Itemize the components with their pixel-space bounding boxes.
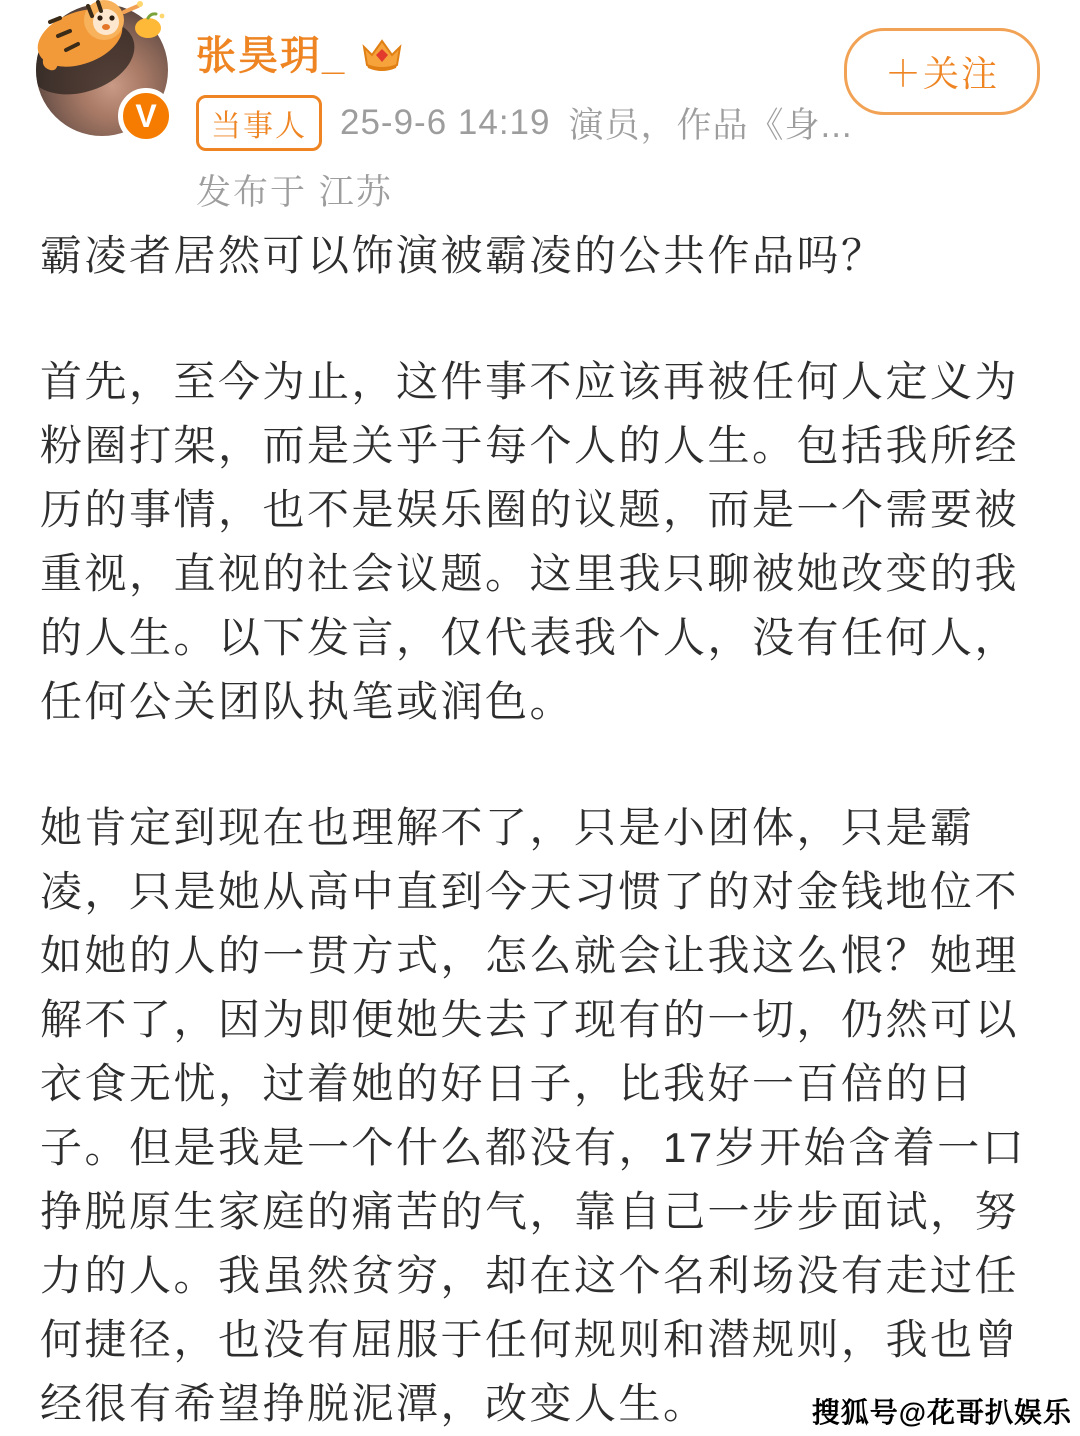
post-paragraph: 首先，至今为止，这件事不应该再被任何人定义为粉圈打架，而是关乎于每个人的人生。包括我所经历的事情，也不是娱乐圈的议题，而是一个需要被重视，直视的社会议题。这里我只聊被她改变的我的人生。以下发言，仅代表我个人，没有任何人，任何公关团队执笔或润色。: [40, 358, 1020, 725]
watermark: 搜狐号@花哥扒娱乐: [811, 1397, 1072, 1428]
avatar[interactable]: [36, 4, 168, 136]
post-timestamp: 25-9-6 14:19: [340, 103, 551, 142]
verified-v-icon: V: [118, 88, 174, 144]
post-body: [0, 224, 1080, 1436]
verify-info: 演员，作品《身...: [568, 106, 853, 145]
post-paragraph: 霸凌者居然可以饰演被霸凌的公共作品吗？: [40, 232, 886, 279]
party-badge: 当事人: [196, 95, 322, 151]
post-header: [0, 0, 1080, 212]
tiger-frame-decoration-icon: [28, 0, 146, 76]
username[interactable]: 张昊玥_: [196, 34, 347, 78]
post-paragraph: 她肯定到现在也理解不了，只是小团体，只是霸凌，只是她从高中直到今天习惯了的对金钱地位不如她的人的一贯方式，怎么就会让我这么恨？她理解不了，因为即便她失去了现有的一切，仍然可以衣食无忧，过着她的好日子，比我好一百倍的日子。但是我是一个什么都没有，17岁开始含着一口挣脱原生家庭的痛苦的气，靠自己一步步面试，努力的人。我虽然贫穷，却在这个名利场没有走过任何捷径，也没有屈服于任何规则和潜规则，我也曾经很有希望挣脱泥潭，改变人生。: [40, 804, 1027, 1427]
follow-button[interactable]: ＋关注: [844, 28, 1040, 115]
tangerine-decoration-icon: [132, 10, 166, 40]
post-location: 发布于 江苏: [196, 173, 393, 212]
vip-crown-icon: [360, 33, 404, 73]
